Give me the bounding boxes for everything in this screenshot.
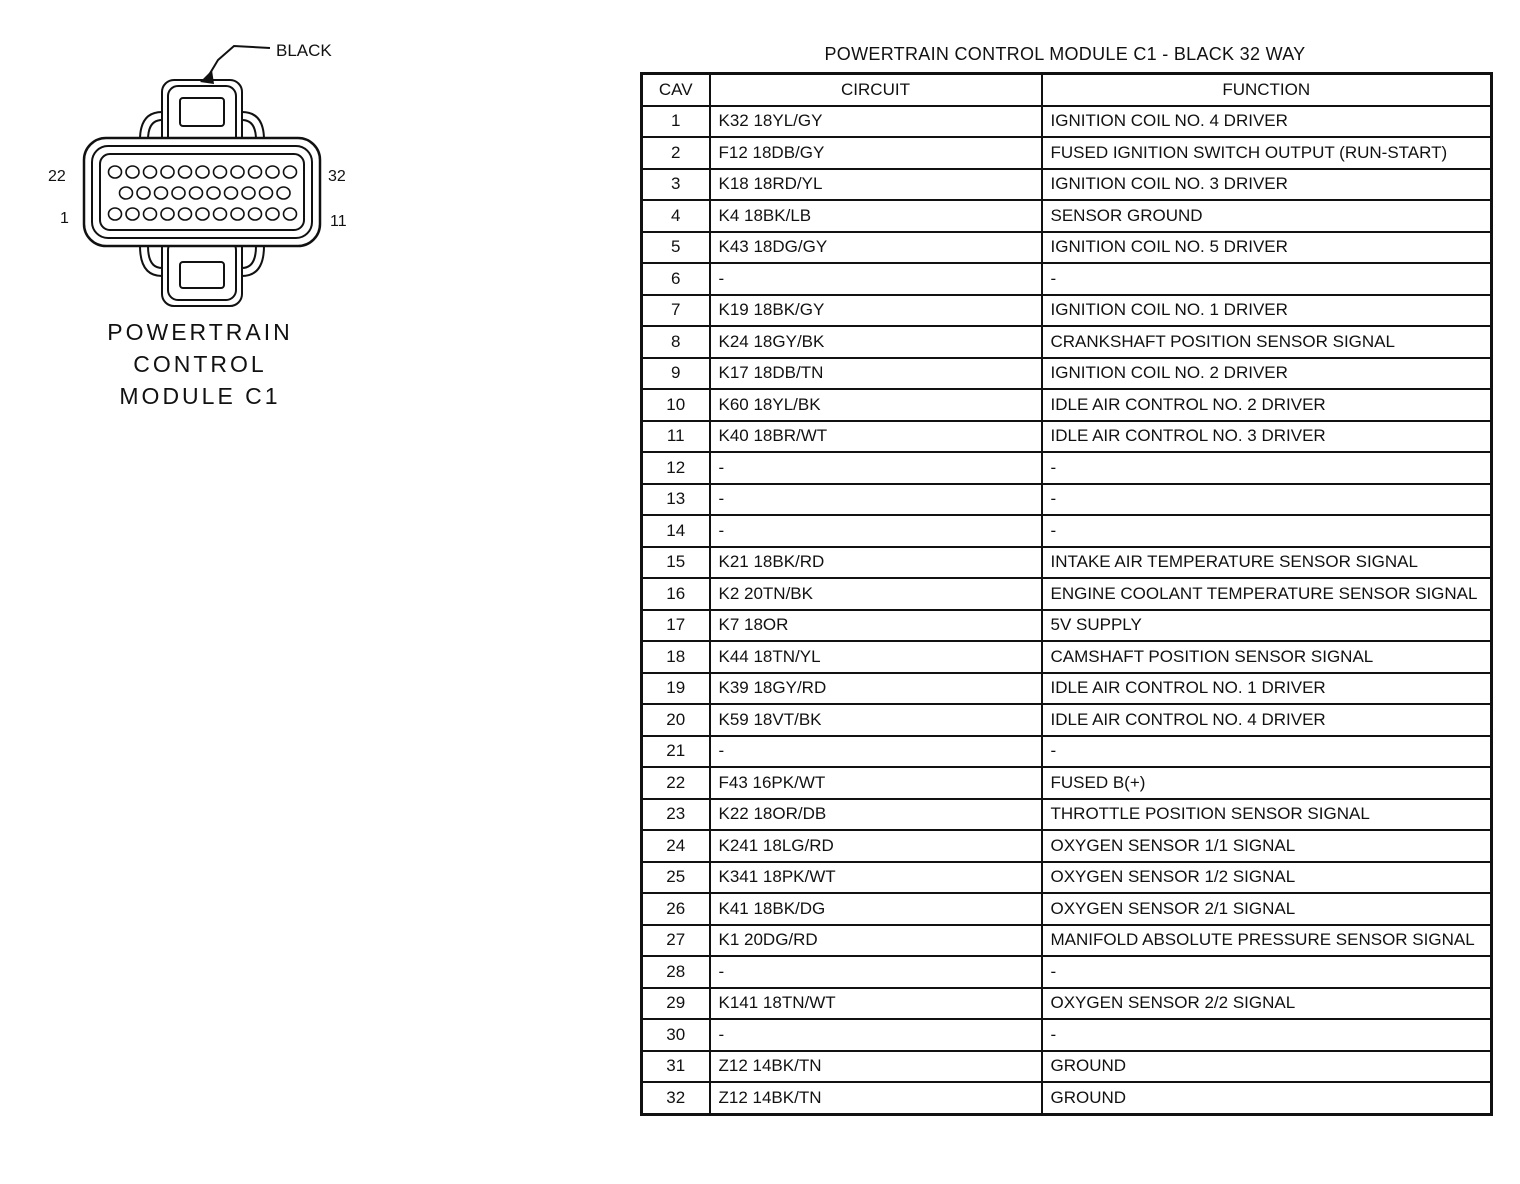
cav-cell: 22 <box>642 767 710 799</box>
circuit-cell: F12 18DB/GY <box>710 137 1042 169</box>
table-row <box>642 295 1492 327</box>
cav-cell: 4 <box>642 200 710 232</box>
circuit-cell: K22 18OR/DB <box>710 799 1042 831</box>
table-row <box>642 956 1492 988</box>
table-row <box>642 326 1492 358</box>
cav-cell: 30 <box>642 1019 710 1051</box>
connector-diagram <box>0 0 600 440</box>
callout-leader <box>206 46 270 80</box>
cav-cell: 7 <box>642 295 710 327</box>
table-row <box>642 547 1492 579</box>
circuit-cell: K141 18TN/WT <box>710 988 1042 1020</box>
module-caption-line-1: POWERTRAIN <box>107 319 293 345</box>
table-row <box>642 1082 1492 1114</box>
callout-arrowhead <box>200 70 214 84</box>
function-cell: MANIFOLD ABSOLUTE PRESSURE SENSOR SIGNAL <box>1042 925 1492 957</box>
table-row <box>642 169 1492 201</box>
function-cell: GROUND <box>1042 1051 1492 1083</box>
header-cav: CAV <box>642 74 710 106</box>
circuit-cell: - <box>710 484 1042 516</box>
cav-cell: 15 <box>642 547 710 579</box>
pin-label-bottom-right: 11 <box>330 213 347 230</box>
table-row <box>642 893 1492 925</box>
function-cell: - <box>1042 1019 1492 1051</box>
table-title: POWERTRAIN CONTROL MODULE C1 - BLACK 32 WAY <box>824 44 1306 64</box>
connector-color-label: BLACK <box>276 41 332 60</box>
header-circuit: CIRCUIT <box>710 74 1042 106</box>
table-row <box>642 484 1492 516</box>
function-cell: IGNITION COIL NO. 4 DRIVER <box>1042 106 1492 138</box>
circuit-cell: - <box>710 515 1042 547</box>
function-cell: - <box>1042 484 1492 516</box>
cav-cell: 19 <box>642 673 710 705</box>
table-row <box>642 389 1492 421</box>
cav-cell: 27 <box>642 925 710 957</box>
function-cell: IDLE AIR CONTROL NO. 4 DRIVER <box>1042 704 1492 736</box>
circuit-cell: K59 18VT/BK <box>710 704 1042 736</box>
function-cell: - <box>1042 515 1492 547</box>
cav-cell: 14 <box>642 515 710 547</box>
function-cell: CAMSHAFT POSITION SENSOR SIGNAL <box>1042 641 1492 673</box>
table-row <box>642 830 1492 862</box>
cav-cell: 5 <box>642 232 710 264</box>
table-row <box>642 1051 1492 1083</box>
function-cell: IDLE AIR CONTROL NO. 1 DRIVER <box>1042 673 1492 705</box>
cav-cell: 16 <box>642 578 710 610</box>
circuit-cell: - <box>710 452 1042 484</box>
table-row <box>642 515 1492 547</box>
table-row <box>642 578 1492 610</box>
circuit-cell: K7 18OR <box>710 610 1042 642</box>
function-cell: IGNITION COIL NO. 2 DRIVER <box>1042 358 1492 390</box>
function-cell: FUSED B(+) <box>1042 767 1492 799</box>
table-row <box>642 736 1492 768</box>
module-caption-line-3: MODULE C1 <box>119 383 281 409</box>
function-cell: IGNITION COIL NO. 5 DRIVER <box>1042 232 1492 264</box>
table-row <box>642 200 1492 232</box>
function-cell: - <box>1042 452 1492 484</box>
cav-cell: 11 <box>642 421 710 453</box>
function-cell: 5V SUPPLY <box>1042 610 1492 642</box>
table-row <box>642 358 1492 390</box>
cav-cell: 31 <box>642 1051 710 1083</box>
circuit-cell: K21 18BK/RD <box>710 547 1042 579</box>
cav-cell: 2 <box>642 137 710 169</box>
connector-drawing <box>0 0 600 320</box>
table-row <box>642 641 1492 673</box>
circuit-cell: K39 18GY/RD <box>710 673 1042 705</box>
table-row <box>642 673 1492 705</box>
circuit-cell: K41 18BK/DG <box>710 893 1042 925</box>
cav-cell: 32 <box>642 1082 710 1114</box>
table-row <box>642 452 1492 484</box>
pinout-table-body <box>642 106 1492 1115</box>
cav-cell: 12 <box>642 452 710 484</box>
function-cell: ENGINE COOLANT TEMPERATURE SENSOR SIGNAL <box>1042 578 1492 610</box>
function-cell: - <box>1042 736 1492 768</box>
function-cell: SENSOR GROUND <box>1042 200 1492 232</box>
table-row <box>642 263 1492 295</box>
circuit-cell: Z12 14BK/TN <box>710 1082 1042 1114</box>
circuit-cell: - <box>710 736 1042 768</box>
module-caption <box>60 316 340 412</box>
cav-cell: 28 <box>642 956 710 988</box>
circuit-cell: K32 18YL/GY <box>710 106 1042 138</box>
cav-cell: 18 <box>642 641 710 673</box>
cav-cell: 3 <box>642 169 710 201</box>
cav-cell: 26 <box>642 893 710 925</box>
function-cell: OXYGEN SENSOR 1/1 SIGNAL <box>1042 830 1492 862</box>
table-row <box>642 1019 1492 1051</box>
function-cell: FUSED IGNITION SWITCH OUTPUT (RUN-START) <box>1042 137 1492 169</box>
circuit-cell: K2 20TN/BK <box>710 578 1042 610</box>
circuit-cell: K24 18GY/BK <box>710 326 1042 358</box>
function-cell: GROUND <box>1042 1082 1492 1114</box>
table-header-row <box>642 74 1492 106</box>
table-row <box>642 799 1492 831</box>
circuit-cell: K4 18BK/LB <box>710 200 1042 232</box>
table-row <box>642 421 1492 453</box>
function-cell: CRANKSHAFT POSITION SENSOR SIGNAL <box>1042 326 1492 358</box>
pinout-table <box>640 72 1493 1116</box>
pin-label-top-left: 22 <box>48 168 66 185</box>
function-cell: THROTTLE POSITION SENSOR SIGNAL <box>1042 799 1492 831</box>
cav-cell: 13 <box>642 484 710 516</box>
circuit-cell: K43 18DG/GY <box>710 232 1042 264</box>
circuit-cell: K44 18TN/YL <box>710 641 1042 673</box>
cav-cell: 6 <box>642 263 710 295</box>
table-row <box>642 704 1492 736</box>
function-cell: INTAKE AIR TEMPERATURE SENSOR SIGNAL <box>1042 547 1492 579</box>
cav-cell: 17 <box>642 610 710 642</box>
circuit-cell: F43 16PK/WT <box>710 767 1042 799</box>
circuit-cell: K241 18LG/RD <box>710 830 1042 862</box>
circuit-cell: K17 18DB/TN <box>710 358 1042 390</box>
circuit-cell: - <box>710 956 1042 988</box>
function-cell: IDLE AIR CONTROL NO. 3 DRIVER <box>1042 421 1492 453</box>
function-cell: - <box>1042 956 1492 988</box>
function-cell: - <box>1042 263 1492 295</box>
function-cell: IGNITION COIL NO. 1 DRIVER <box>1042 295 1492 327</box>
circuit-cell: K40 18BR/WT <box>710 421 1042 453</box>
cav-cell: 24 <box>642 830 710 862</box>
cav-cell: 25 <box>642 862 710 894</box>
table-row <box>642 106 1492 138</box>
circuit-cell: Z12 14BK/TN <box>710 1051 1042 1083</box>
circuit-cell: K18 18RD/YL <box>710 169 1042 201</box>
cav-cell: 8 <box>642 326 710 358</box>
cav-cell: 1 <box>642 106 710 138</box>
circuit-cell: K60 18YL/BK <box>710 389 1042 421</box>
function-cell: OXYGEN SENSOR 1/2 SIGNAL <box>1042 862 1492 894</box>
circuit-cell: K19 18BK/GY <box>710 295 1042 327</box>
module-caption-line-2: CONTROL <box>133 351 267 377</box>
cav-cell: 29 <box>642 988 710 1020</box>
cav-cell: 20 <box>642 704 710 736</box>
table-row <box>642 767 1492 799</box>
function-cell: IDLE AIR CONTROL NO. 2 DRIVER <box>1042 389 1492 421</box>
cav-cell: 10 <box>642 389 710 421</box>
table-row <box>642 862 1492 894</box>
table-row <box>642 137 1492 169</box>
pin-label-top-right: 32 <box>328 168 346 185</box>
circuit-cell: K341 18PK/WT <box>710 862 1042 894</box>
table-row <box>642 610 1492 642</box>
circuit-cell: - <box>710 263 1042 295</box>
cav-cell: 23 <box>642 799 710 831</box>
table-row <box>642 232 1492 264</box>
cav-cell: 9 <box>642 358 710 390</box>
function-cell: OXYGEN SENSOR 2/1 SIGNAL <box>1042 893 1492 925</box>
circuit-cell: K1 20DG/RD <box>710 925 1042 957</box>
header-function: FUNCTION <box>1042 74 1492 106</box>
function-cell: IGNITION COIL NO. 3 DRIVER <box>1042 169 1492 201</box>
pin-label-bottom-left: 1 <box>60 210 69 227</box>
table-row <box>642 925 1492 957</box>
function-cell: OXYGEN SENSOR 2/2 SIGNAL <box>1042 988 1492 1020</box>
circuit-cell: - <box>710 1019 1042 1051</box>
table-row <box>642 988 1492 1020</box>
cav-cell: 21 <box>642 736 710 768</box>
